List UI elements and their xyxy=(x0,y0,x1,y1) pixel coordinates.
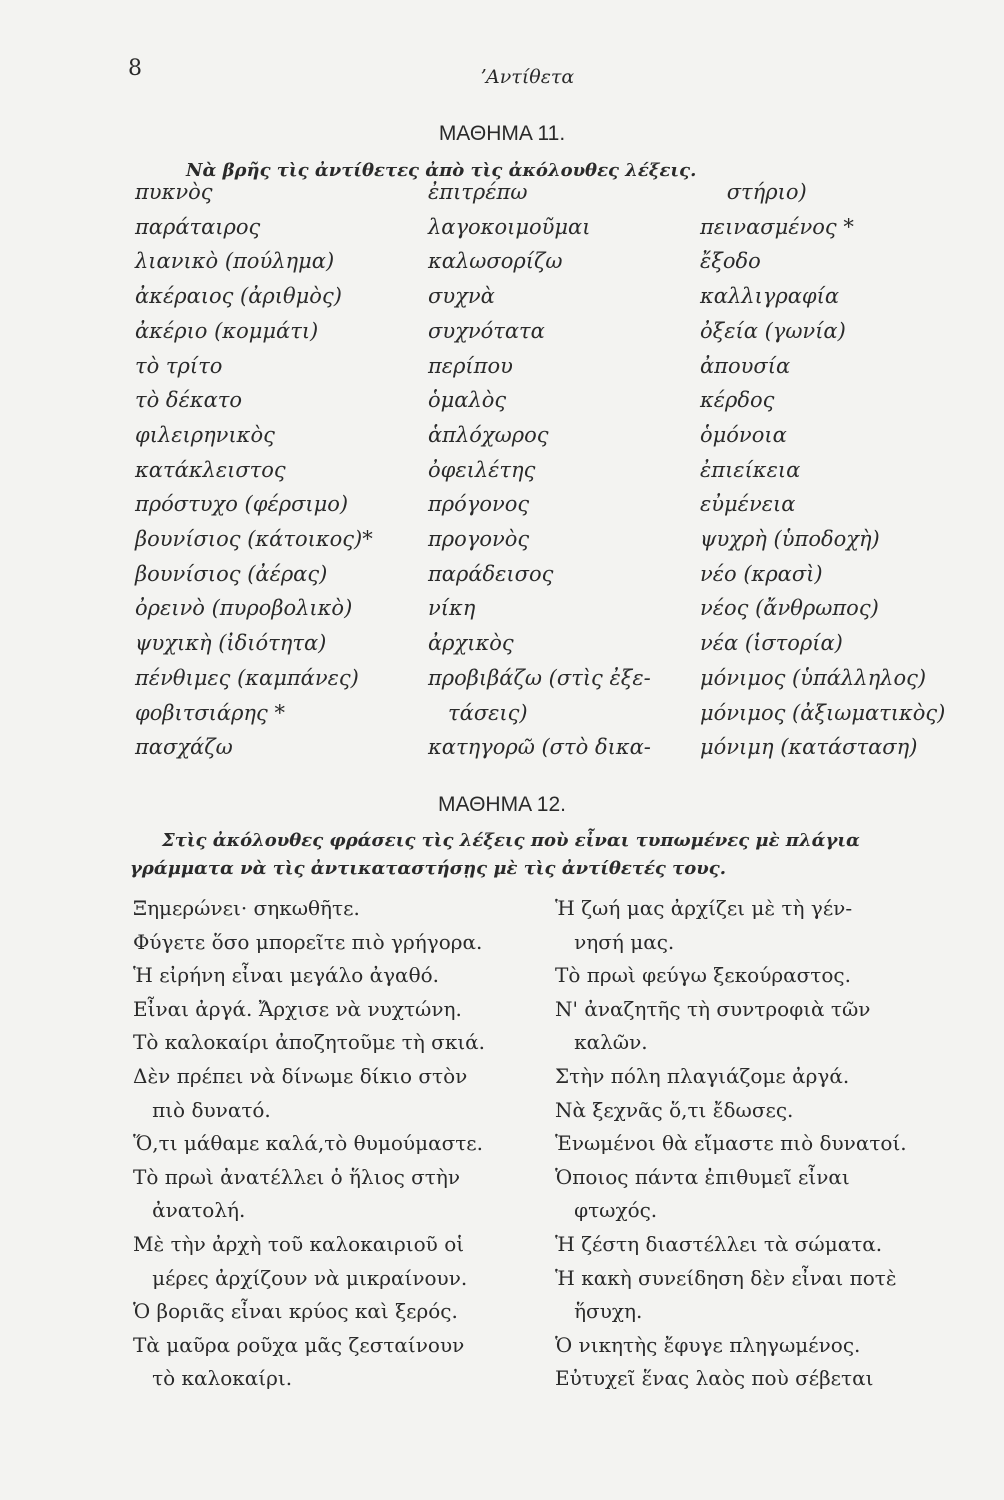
sentence-line: Ὅ,τι μάθαμε καλά,τὸ θυμούμαστε. xyxy=(133,1131,484,1156)
word-item: ἀπουσία xyxy=(700,353,791,378)
word-item: μόνιμη (κατάσταση) xyxy=(700,735,918,760)
sentence-line: ἥσυχη. xyxy=(555,1299,643,1324)
word-item: πρόστυχο (φέρσιμο) xyxy=(135,492,349,517)
word-item: ἀκέριο (κομμάτι) xyxy=(135,318,319,343)
sentence-line: Δὲν πρέπει νὰ δίνωμε δίκιο στὸν xyxy=(133,1064,468,1088)
word-item: τὸ δέκατο xyxy=(135,388,243,413)
word-item: ἀκέραιος (ἀριθμὸς) xyxy=(135,284,342,309)
lesson-12-instruction-line-2: γράμματα νὰ τὶς ἀντικαταστήσῃς μὲ τὶς ἀντίθετές τους. xyxy=(130,858,726,879)
sentence-line: Ὁποιος πάντα ἐπιθυμεῖ εἶναι xyxy=(555,1164,850,1189)
word-item: παράταιρος xyxy=(135,214,261,239)
sentence-line: Στὴν πόλη πλαγιάζομε ἀργά. xyxy=(555,1064,850,1088)
word-item: ἐπιείκεια xyxy=(700,457,801,482)
sentence-line: Τὸ καλοκαίρι ἀποζητοῦμε τὴ σκιά. xyxy=(133,1030,486,1055)
sentence-line: Εἶναι ἀργά. Ἄρχισε νὰ νυχτώνη. xyxy=(133,996,462,1021)
word-item: παράδεισος xyxy=(428,561,554,586)
word-item: ὀξεία (γωνία) xyxy=(700,318,846,343)
word-item: ψυχικὴ (ἰδιότητα) xyxy=(135,631,327,656)
word-item: ὀρεινὸ (πυροβολικὸ) xyxy=(135,596,353,621)
word-item: συχνότατα xyxy=(428,318,545,343)
word-item: ἀρχικὸς xyxy=(428,631,514,656)
word-item: λαγοκοιμοῦμαι xyxy=(428,214,591,239)
word-item: πεινασμένος * xyxy=(700,214,854,239)
word-item: τάσεις) xyxy=(428,700,528,725)
lesson-11-title: ΜΑΘΗΜΑ 11. xyxy=(438,122,566,145)
word-item: προβιβάζω (στὶς ἐξε- xyxy=(428,665,651,690)
sentence-line: καλῶν. xyxy=(555,1030,648,1055)
word-item: ὁμόνοια xyxy=(700,422,787,447)
lesson-12-instruction-line-1: Στὶς ἀκόλουθες φράσεις τὶς λέξεις ποὺ εἶναι τυπωμένες μὲ πλάγια xyxy=(162,830,860,851)
word-item: εὐμένεια xyxy=(700,492,796,517)
sentence-line: Τὸ πρωὶ ἀνατέλλει ὁ ἥλιος στὴν xyxy=(133,1164,461,1189)
word-item: ὀφειλέτης xyxy=(428,457,536,482)
word-item: συχνὰ xyxy=(428,284,495,309)
word-item: ἔξοδο xyxy=(700,249,761,274)
word-item: πρόγονος xyxy=(428,492,530,517)
sentence-line: Ἡ ζέστη διαστέλλει τὰ σώματα. xyxy=(555,1232,883,1256)
word-item: ὁμαλὸς xyxy=(428,388,507,413)
sentence-line: Ἡ εἰρήνη εἶναι μεγάλο ἀγαθό. xyxy=(133,963,440,988)
word-item: βουνίσιος (κάτοικος)* xyxy=(135,527,373,551)
word-item: πένθιμες (καμπάνες) xyxy=(135,665,359,690)
sentence-line: μέρες ἀρχίζουν νὰ μικραίνουν. xyxy=(133,1265,468,1290)
word-item: τὸ τρίτο xyxy=(135,353,223,378)
sentence-line: Ὁ βοριᾶς εἶναι κρύος καὶ ξερός. xyxy=(133,1299,458,1324)
sentence-line: ἀνατολή. xyxy=(133,1198,246,1223)
word-item: πυκνὸς xyxy=(135,180,213,204)
running-head: ʼΑντίθετα xyxy=(480,66,575,88)
word-item: μόνιμος (ἀξιωματικὸς) xyxy=(700,700,946,725)
word-item: νέα (ἱστορία) xyxy=(700,631,843,656)
word-item: πασχάζω xyxy=(135,735,233,760)
word-item: ἁπλόχωρος xyxy=(428,422,549,447)
word-item: καλωσορίζω xyxy=(428,249,563,274)
word-item: φιλειρηνικὸς xyxy=(135,422,275,447)
word-item: ψυχρὴ (ὑποδοχὴ) xyxy=(700,527,880,551)
page-number: 8 xyxy=(128,56,142,81)
lesson-11-instruction: Νὰ βρῆς τὶς ἀντίθετες ἀπὸ τὶς ἀκόλουθες λέξεις. xyxy=(186,160,697,181)
word-item: νέος (ἄνθρωπος) xyxy=(700,596,879,621)
sentence-line: Ξημερώνει· σηκωθῆτε. xyxy=(133,896,360,920)
word-item: νέο (κρασὶ) xyxy=(700,561,823,586)
sentence-line: Τὸ πρωὶ φεύγω ξεκούραστος. xyxy=(555,963,851,988)
word-item: κατηγορῶ (στὸ δικα- xyxy=(428,735,651,760)
word-item: ἐπιτρέπω xyxy=(428,180,528,204)
word-item: φοβιτσιάρης * xyxy=(135,700,285,725)
sentence-line: τὸ καλοκαίρι. xyxy=(133,1366,293,1391)
sentence-line: φτωχός. xyxy=(555,1198,658,1223)
sentence-line: Ν' ἀναζητῆς τὴ συντροφιὰ τῶν xyxy=(555,996,871,1021)
word-item: προγονὸς xyxy=(428,527,530,551)
word-item: κέρδος xyxy=(700,388,775,413)
sentence-line: Φύγετε ὅσο μπορεῖτε πιὸ γρήγορα. xyxy=(133,929,483,954)
word-item: καλλιγραφία xyxy=(700,284,840,309)
sentence-line: Ὁ νικητὴς ἔφυγε πληγωμένος. xyxy=(555,1332,861,1357)
word-item: νίκη xyxy=(428,596,476,621)
sentence-line: Τὰ μαῦρα ροῦχα μᾶς ζεσταίνουν xyxy=(133,1332,465,1357)
sentence-line: Ἡ κακὴ συνείδηση δὲν εἶναι ποτὲ xyxy=(555,1265,897,1290)
word-item: βουνίσιος (ἀέρας) xyxy=(135,561,328,586)
sentence-line: Μὲ τὴν ἀρχὴ τοῦ καλοκαιριοῦ οἱ xyxy=(133,1232,465,1256)
sentence-line: νησή μας. xyxy=(555,929,675,954)
sentence-line: Νὰ ξεχνᾶς ὅ,τι ἔδωσες. xyxy=(555,1097,794,1122)
word-item: στήριο) xyxy=(700,180,807,204)
sentence-line: Εὐτυχεῖ ἕνας λαὸς ποὺ σέβεται xyxy=(555,1366,874,1391)
word-item: περίπου xyxy=(428,353,513,378)
sentence-line: πιὸ δυνατό. xyxy=(133,1097,271,1122)
lesson-12-title: ΜΑΘΗΜΑ 12. xyxy=(438,793,566,816)
word-item: λιανικὸ (πούλημα) xyxy=(135,249,335,274)
word-item: κατάκλειστος xyxy=(135,457,286,482)
word-item: μόνιμος (ὑπάλληλος) xyxy=(700,665,927,690)
sentence-line: Ἑνωμένοι θὰ εἴμαστε πιὸ δυνατοί. xyxy=(555,1131,907,1156)
sentence-line: Ἡ ζωή μας ἀρχίζει μὲ τὴ γέν- xyxy=(555,896,853,920)
